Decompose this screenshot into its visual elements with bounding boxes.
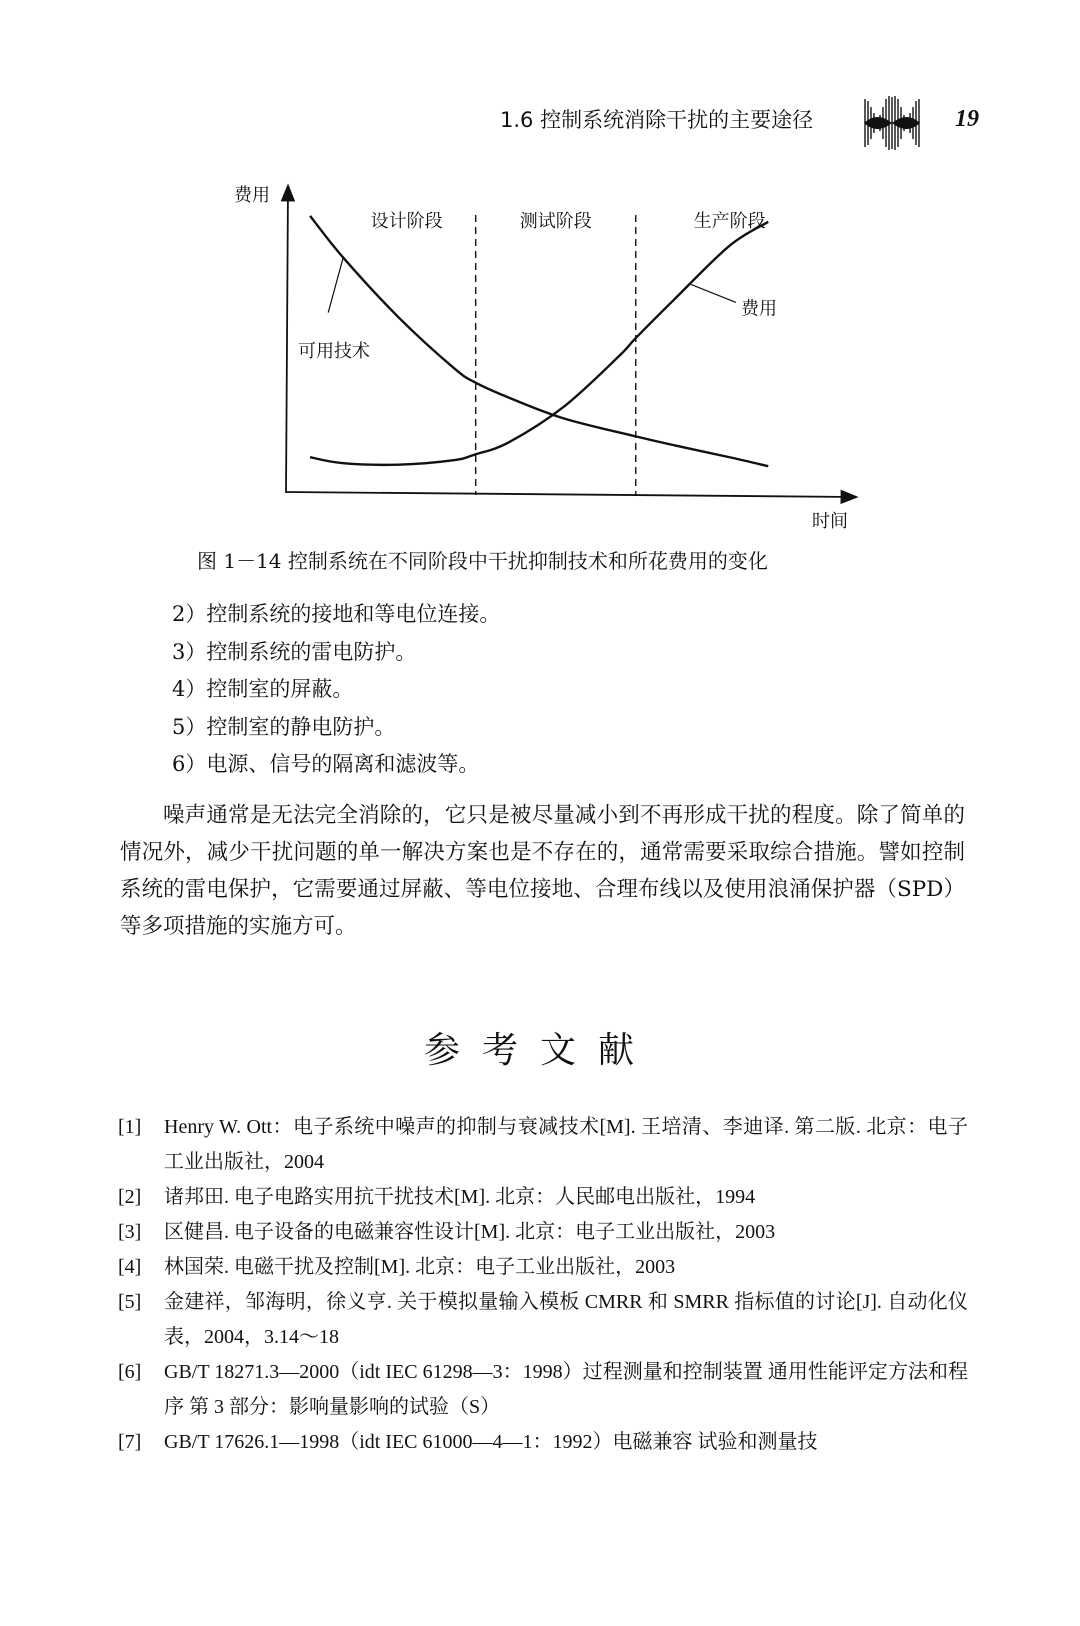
page-number: 19 (955, 106, 979, 132)
references-heading: 参考文献 (423, 1030, 656, 1071)
x-axis (286, 492, 855, 497)
reference-item (118, 1110, 968, 1180)
reference-text: GB/T 18271.3—2000（idt IEC 61298—3：1998）过程测量和控制装置 通用性能评定方法和程序 第 3 部分：影响量影响的试验（S） (164, 1361, 968, 1418)
label-leader (691, 284, 736, 302)
list-item-number: 5） (172, 714, 207, 739)
list-item (172, 634, 500, 672)
reference-number: [7] (118, 1431, 142, 1453)
list-item (172, 596, 500, 634)
reference-item (118, 1285, 968, 1355)
reference-text: 林国荣. 电磁干扰及控制[M]. 北京：电子工业出版社，2003 (164, 1256, 676, 1278)
list-item-number: 4） (172, 677, 207, 701)
list-item (172, 671, 500, 709)
reference-text: 区健昌. 电子设备的电磁兼容性设计[M]. 北京：电子工业出版社，2003 (164, 1221, 776, 1243)
measures-list (172, 596, 500, 784)
reference-item (118, 1355, 968, 1425)
reference-text: GB/T 17626.1—1998（idt IEC 61000—4—1：1992）电磁兼容 试验和测量技 (164, 1431, 818, 1453)
reference-number: [3] (118, 1221, 142, 1243)
reference-item (118, 1180, 968, 1215)
figure-chart (230, 175, 870, 535)
figure-caption: 图 1－14 控制系统在不同阶段中干扰抑制技术和所花费用的变化 (197, 549, 768, 573)
reference-text: Henry W. Ott：电子系统中噪声的抑制与衰减技术[M]. 王培清、李迪译. 第二版. 北京：电子工业出版社，2004 (164, 1116, 968, 1173)
reference-text: 诸邦田. 电子电路实用抗干扰技术[M]. 北京：人民邮电出版社，1994 (164, 1186, 756, 1208)
reference-item (118, 1215, 968, 1250)
reference-number: [2] (118, 1186, 142, 1208)
phase-label: 测试阶段 (519, 211, 592, 232)
list-item-text: 电源、信号的隔离和滤波等。 (206, 752, 480, 776)
list-item-text: 控制室的屏蔽。 (206, 677, 354, 701)
waveform-emblem-icon (862, 93, 924, 153)
series-line-cost (310, 222, 768, 465)
list-item (172, 746, 500, 784)
reference-item (118, 1425, 968, 1460)
reference-text: 金建祥，邹海明，徐义亨. 关于模拟量输入模板 CMRR 和 SMRR 指标值的讨论[J]. 自动化仪表，2004，3.14～18 (164, 1291, 968, 1348)
references-list (118, 1110, 968, 1460)
series-label: 可用技术 (298, 341, 370, 362)
list-item (172, 709, 500, 747)
list-item-number: 3） (172, 639, 207, 664)
list-item-text: 控制系统的雷电防护。 (206, 639, 417, 664)
series-label: 费用 (740, 298, 777, 320)
reference-number: [1] (118, 1116, 142, 1138)
list-item-number: 2） (172, 602, 207, 626)
running-header-title: 1.6 控制系统消除干扰的主要途径 (500, 108, 814, 132)
reference-number: [4] (118, 1256, 142, 1278)
y-axis (286, 187, 288, 493)
reference-number: [5] (118, 1291, 142, 1313)
list-item-text: 控制室的静电防护。 (206, 714, 396, 739)
list-item-number: 6） (172, 752, 207, 776)
y-axis-label: 费用 (234, 185, 270, 206)
x-axis-label: 时间 (812, 511, 848, 532)
label-leader (328, 258, 343, 313)
body-paragraph: 噪声通常是无法完全消除的，它只是被尽量减小到不再形成干扰的程度。除了简单的情况外，减少干扰问题的单一解决方案也是不存在的，通常需要采取综合措施。譬如控制系统的雷电保护，它需要通过屏蔽、等电位接地、合理布线以及使用浪涌保护器（SPD）等多项措施的实施方可。 (120, 803, 965, 939)
reference-number: [6] (118, 1361, 142, 1383)
list-item-text: 控制系统的接地和等电位连接。 (206, 602, 501, 626)
series-line-available-technology (310, 216, 768, 466)
phase-label: 设计阶段 (370, 211, 443, 232)
reference-item (118, 1250, 968, 1285)
phase-label: 生产阶段 (693, 211, 766, 232)
